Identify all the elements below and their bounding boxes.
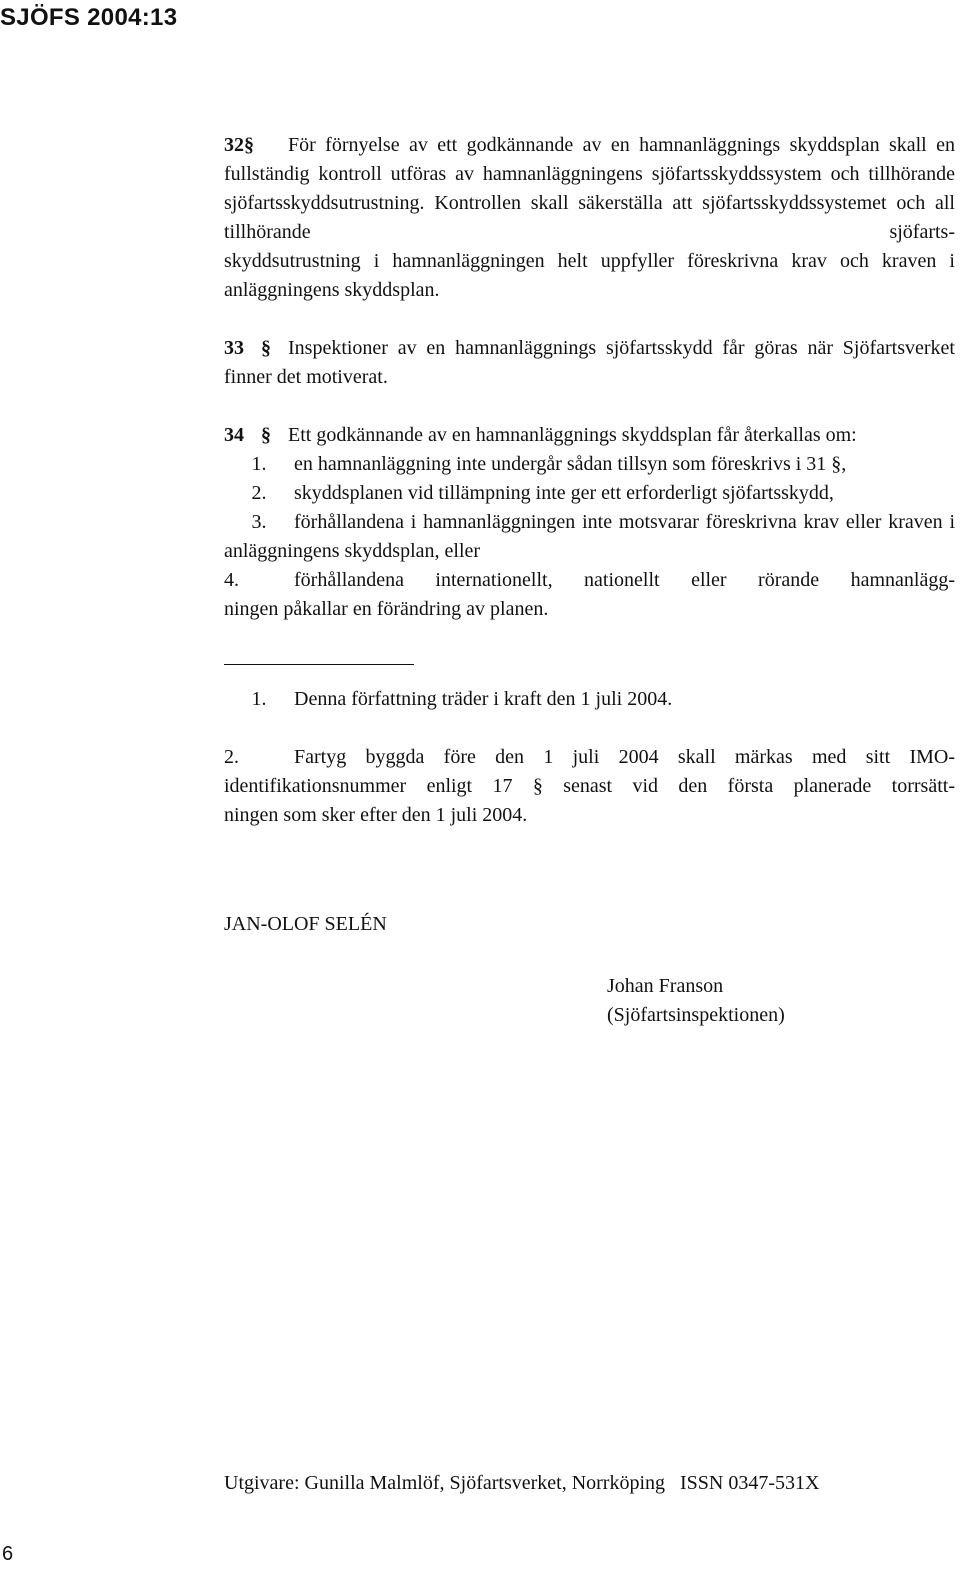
signature-department: (Sjöfartsinspektionen) [607,1004,785,1026]
section-number: 34 [224,424,244,446]
transitional-item-continued: identifikationsnummer enligt 17 § senast vid den första planerade torrsätt- [224,775,955,797]
section-number: 33 [224,337,244,359]
signature-name: Johan Franson [607,975,724,997]
transitional-item-continued: ningen som sker efter den 1 juli 2004. [224,804,528,826]
section-text: För förnyelse av ett godkännande av en hamnanläggnings skyddsplan skall en fullständig kontroll utföras av hamnanläggningens sjöfartsskyddssystem och tillhörande sjöfartsskyddsutrustning. Kontrollen skall säkerställa att sjöfartsskyddssystemet och all tillhörande sjöfarts- [224,134,955,243]
document-header: SJÖFS 2004:13 [0,4,178,31]
section-32 [224,131,955,247]
section-32-continued: skyddsutrustning i hamnanläggningen helt uppfyller föreskrivna krav och kraven i anläggningens skyddsplan. [224,250,955,301]
signature-primary: JAN-OLOF SELÉN [224,913,387,935]
section-34 [224,421,955,450]
section-number: 32 [224,134,244,156]
section-33 [224,334,955,392]
section-symbol: § [261,424,271,446]
section-symbol: § [244,134,254,156]
section-intro: Ett godkännande av en hamnanläggnings skyddsplan får återkallas om: [288,424,857,446]
document-body [224,131,955,830]
list-item: 3. förhållandena i hamnanläggningen inte motsvarar föreskrivna krav eller kraven i anläggningens skyddsplan, eller [224,511,955,562]
section-text: Inspektioner av en hamnanläggnings sjöfartsskydd får göras när Sjöfartsverket finner det motiverat. [224,337,955,388]
signature-secondary [607,972,785,1030]
list-item: 4. förhållandena internationellt, nationellt eller rörande hamnanlägg- [224,569,955,591]
publisher-footer: Utgivare: Gunilla Malmlöf, Sjöfartsverket, Norrköping ISSN 0347-531X [224,1472,820,1494]
list-item-continued: ningen påkallar en förändring av planen. [224,598,549,620]
list-item: 2. skyddsplanen vid tillämpning inte ger ett erforderligt sjöfartsskydd, [251,482,834,504]
section-symbol: § [261,337,271,359]
list-item: 1. en hamnanläggning inte undergår sådan tillsyn som föreskrivs i 31 §, [251,453,847,475]
page-number: 6 [2,1543,14,1565]
transitional-item: 1. Denna författning träder i kraft den 1 juli 2004. [251,688,673,710]
transitional-item: 2. Fartyg byggda före den 1 juli 2004 skall märkas med sitt IMO- [224,746,955,768]
